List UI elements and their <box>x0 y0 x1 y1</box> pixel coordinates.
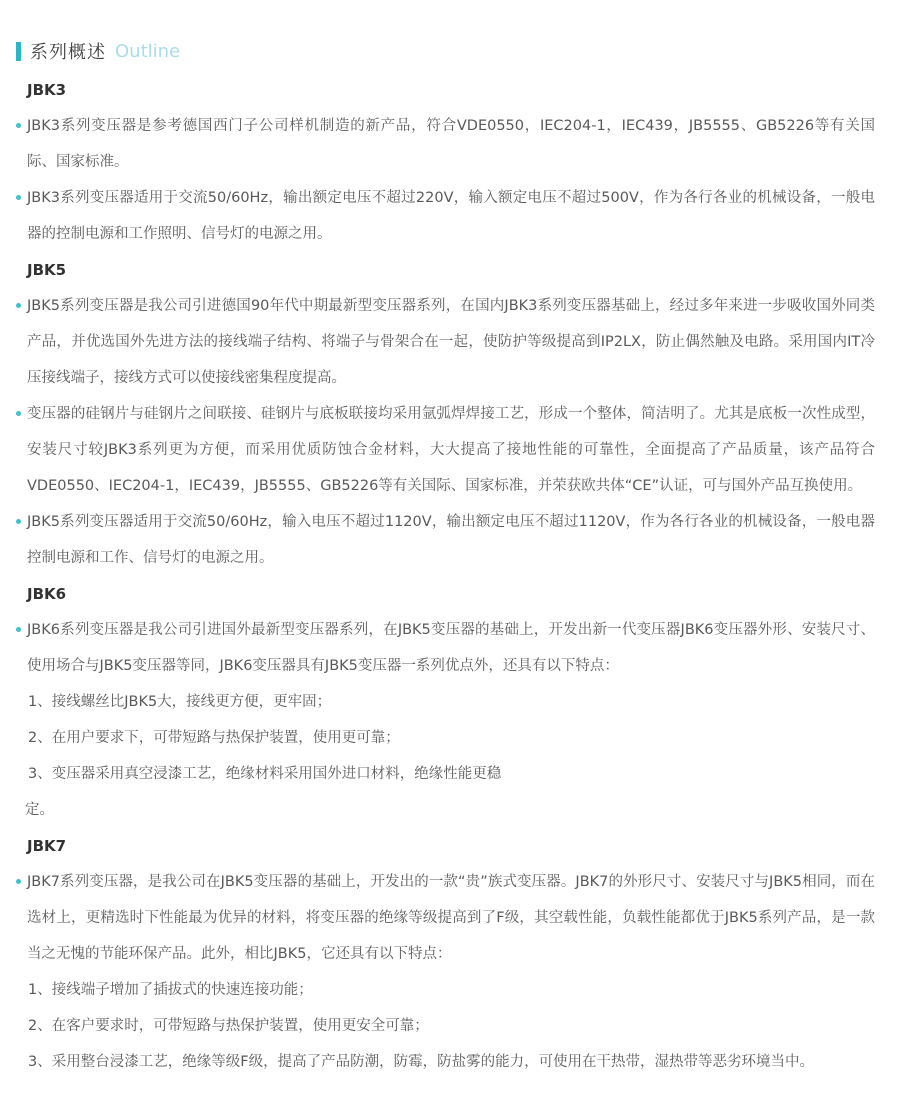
section-heading: JBK5 <box>27 261 67 279</box>
numbered-item <box>27 720 875 756</box>
bullet-dot-icon <box>16 123 21 128</box>
numbered-item <box>27 1008 875 1044</box>
item-text: JBK3系列变压器是参考德国西门子公司样机制造的新产品，符合VDE0550，IEC204-1，IEC439，JB5555、GB5226等有关国际、国家标准。 <box>27 118 875 170</box>
bullet-paragraph <box>27 504 875 576</box>
section-heading: JBK7 <box>27 837 67 855</box>
item-text: JBK3系列变压器适用于交流50/60Hz，输出额定电压不超过220V，输入额定电压不超过500V，作为各行各业的机械设备，一般电器的控制电源和工作照明、信号灯的电源之用。 <box>27 190 875 242</box>
item-text: JBK6系列变压器是我公司引进国外最新型变压器系列，在JBK5变压器的基础上，开发出新一代变压器JBK6变压器外形、安装尺寸、使用场合与JBK5变压器等同，JBK6变压器具有JBK5变压器一系列优点外，还具有以下特点： <box>27 622 875 674</box>
text-line <box>25 792 875 828</box>
item-text: 定。 <box>25 802 54 818</box>
bullet-paragraph <box>27 396 875 504</box>
page-header <box>16 38 875 64</box>
bullet-dot-icon <box>16 303 21 308</box>
sections-container <box>27 72 875 1080</box>
page-title-english: Outline <box>115 40 181 62</box>
item-text: JBK5系列变压器是我公司引进德国90年代中期最新型变压器系列，在国内JBK3系列变压器基础上，经过多年来进一步吸收国外同类产品，并优选国外先进方法的接线端子结构、将端子与骨架合在一起，使防护等级提高到IP2LX，防止偶然触及电路。采用国内IT冷压接线端子，接线方式可以使接线密集程度提高。 <box>27 298 875 386</box>
page-title: 系列概述 <box>30 42 106 63</box>
item-text: 变压器的硅钢片与硅钢片之间联接、硅钢片与底板联接均采用氩弧焊焊接工艺，形成一个整体，简洁明了。尤其是底板一次性成型，安装尺寸较JBK3系列更为方便，而采用优质防蚀合金材料，大大提高了接地性能的可靠性，全面提高了产品质量，该产品符合VDE0550、IEC204-1，IEC439，JB5555、GB5226等有关国际、国家标准，并荣获欧共体“CE”认证，可与国外产品互换使用。 <box>27 406 875 494</box>
bullet-paragraph <box>27 864 875 972</box>
bullet-dot-icon <box>16 627 21 632</box>
series-section-jbk6 <box>27 576 875 828</box>
numbered-item <box>27 756 875 792</box>
bullet-paragraph <box>27 288 875 396</box>
series-section-jbk7 <box>27 828 875 1080</box>
item-text: 3、变压器采用真空浸漆工艺，绝缘材料采用国外进口材料，绝缘性能更稳 <box>28 766 502 782</box>
bullet-paragraph <box>27 612 875 684</box>
series-section-jbk5 <box>27 252 875 576</box>
bullet-dot-icon <box>16 519 21 524</box>
numbered-item <box>27 1044 875 1080</box>
item-text: 3、采用整台浸漆工艺，绝缘等级F级，提高了产品防潮，防霉，防盐雾的能力，可使用在干热带，湿热带等恶劣环境当中。 <box>28 1054 815 1070</box>
bullet-dot-icon <box>16 879 21 884</box>
bullet-paragraph <box>27 108 875 180</box>
series-section-jbk3 <box>27 72 875 252</box>
bullet-dot-icon <box>16 195 21 200</box>
accent-bar-icon <box>16 42 21 61</box>
item-text: JBK5系列变压器适用于交流50/60Hz，输入电压不超过1120V，输出额定电压不超过1120V，作为各行各业的机械设备，一般电器控制电源和工作、信号灯的电源之用。 <box>27 514 875 566</box>
item-text: 2、在用户要求下，可带短路与热保护装置，使用更可靠； <box>28 730 400 746</box>
item-text: 1、接线端子增加了插拔式的快速连接功能； <box>28 982 313 998</box>
item-text: 2、在客户要求时，可带短路与热保护装置，使用更安全可靠； <box>28 1018 429 1034</box>
item-text: JBK7系列变压器，是我公司在JBK5变压器的基础上，开发出的一款“贵”族式变压器。JBK7的外形尺寸、安装尺寸与JBK5相同，而在选材上，更精选时下性能最为优异的材料，将变压器的绝缘等级提高到了F级，其空载性能，负载性能都优于JBK5系列产品，是一款当之无愧的节能环保产品。此外，相比JBK5，它还具有以下特点： <box>27 874 875 962</box>
bullet-dot-icon <box>16 411 21 416</box>
item-text: 1、接线螺丝比JBK5大，接线更方便，更牢固； <box>28 694 332 710</box>
numbered-item <box>27 972 875 1008</box>
numbered-item <box>27 684 875 720</box>
bullet-paragraph <box>27 180 875 252</box>
section-heading: JBK6 <box>27 585 67 603</box>
section-heading: JBK3 <box>27 81 67 99</box>
